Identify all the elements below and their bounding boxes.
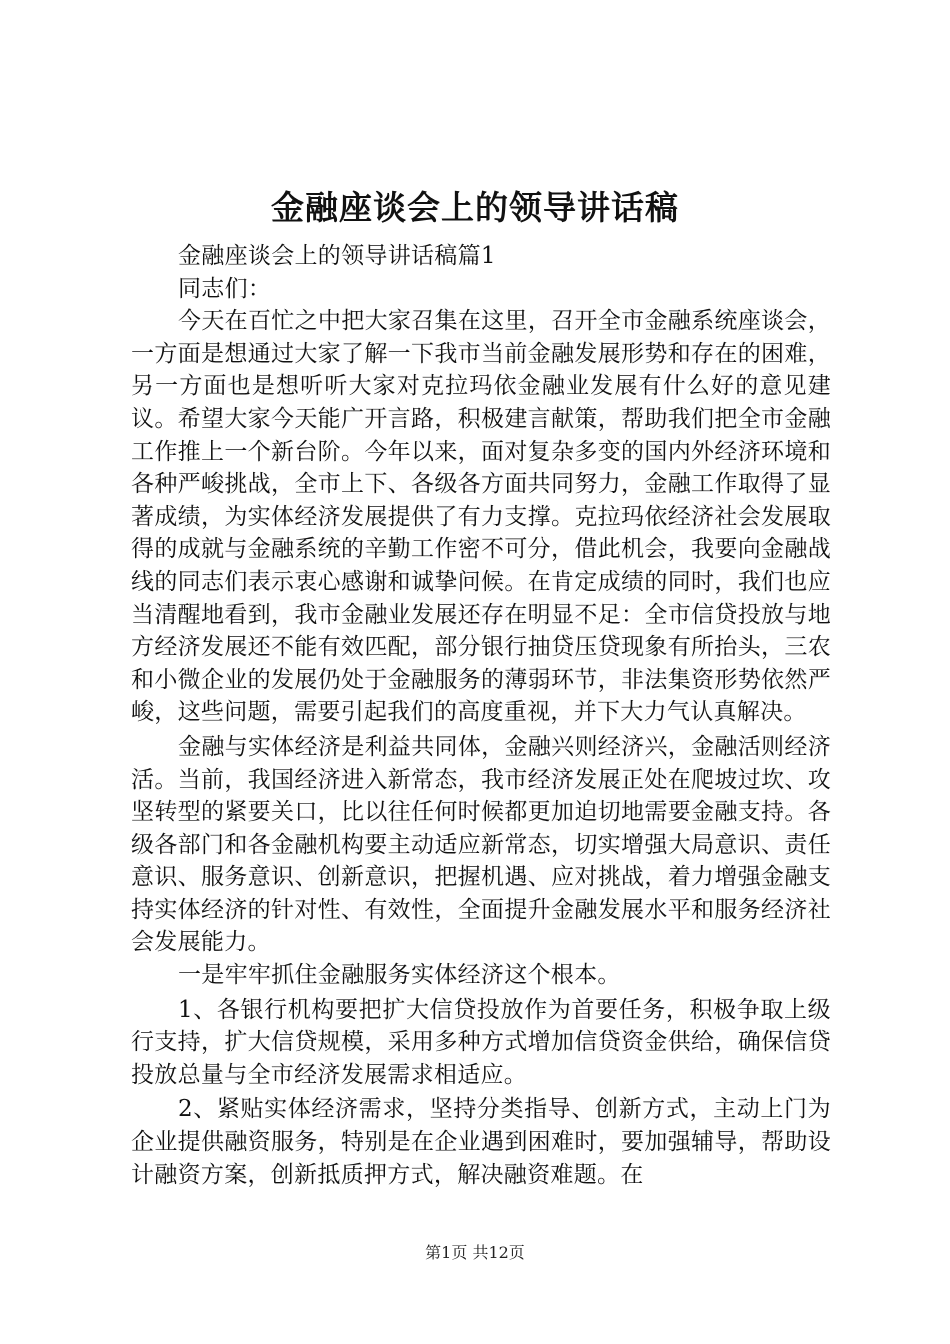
page-number-footer: 第1页 共12页 xyxy=(425,1243,525,1262)
salutation: 同志们： xyxy=(178,275,272,302)
document-body xyxy=(131,240,831,1191)
list-item: 1、各银行机构要把扩大信贷投放作为首要任务，积极争取上级行支持，扩大信贷规模，采用多种方式增加信贷资金供给，确保信贷投放总量与全市经济发展需求相适应。 xyxy=(131,996,831,1088)
document-title: 金融座谈会上的领导讲话稿 xyxy=(271,188,679,227)
section-heading: 金融座谈会上的领导讲话稿篇1 xyxy=(178,243,496,269)
list-item: 2、紧贴实体经济需求，坚持分类指导、创新方式，主动上门为企业提供融资服务，特别是在企业遇到困难时，要加强辅导，帮助设计融资方案，创新抵质押方式，解决融资难题。在 xyxy=(131,1096,831,1188)
body-paragraph: 今天在百忙之中把大家召集在这里，召开全市金融系统座谈会，一方面是想通过大家了解一下我市当前金融发展形势和存在的困难，另一方面也是想听听大家对克拉玛依金融业发展有什么好的意见建议。希望大家今天能广开言路，积极建言献策，帮助我们把全市金融工作推上一个新台阶。今年以来，面对复杂多变的国内外经济环境和各种严峻挑战，全市上下、各级各方面共同努力，金融工作取得了显著成绩，为实体经济发展提供了有力支撑。克拉玛依经济社会发展取得的成就与金融系统的辛勤工作密不可分，借此机会，我要向金融战线的同志们表示衷心感谢和诚挚问候。在肯定成绩的同时，我们也应当清醒地看到，我市金融业发展还存在明显不足：全市信贷投放与地方经济发展还不能有效匹配，部分银行抽贷压贷现象有所抬头，三农和小微企业的发展仍处于金融服务的薄弱环节，非法集资形势依然严峻，这些问题，需要引起我们的高度重视，并下大力气认真解决。 xyxy=(131,308,831,726)
body-paragraph: 一是牢牢抓住金融服务实体经济这个根本。 xyxy=(178,962,621,989)
body-paragraph: 金融与实体经济是利益共同体，金融兴则经济兴，金融活则经济活。当前，我国经济进入新常态，我市经济发展正处在爬坡过坎、攻坚转型的紧要关口，比以往任何时候都更加迫切地需要金融支持。各级各部门和各金融机构要主动适应新常态，切实增强大局意识、责任意识、服务意识、创新意识，把握机遇、应对挑战，着力增强金融支持实体经济的针对性、有效性，全面提升金融发展水平和服务经济社会发展能力。 xyxy=(131,733,831,956)
